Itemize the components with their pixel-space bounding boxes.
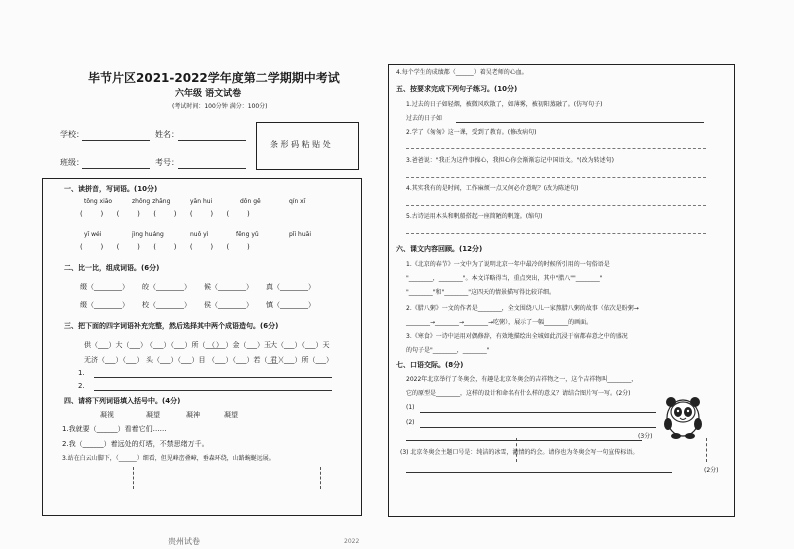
- footer-page-mark: 2022: [344, 538, 360, 545]
- pinyin-3: yān hui: [190, 198, 213, 205]
- q6-title: 六、课文内容回顾。(12分): [396, 245, 483, 253]
- q7-score-2: (2分): [704, 467, 719, 474]
- q2-item: 真（________）: [266, 283, 315, 291]
- q3-item: 大（___）（___）天: [270, 341, 330, 349]
- q3-line-2-label: 2.: [78, 382, 85, 390]
- q7-option-1-line: [420, 412, 656, 413]
- pinyin-5: qín xī: [289, 198, 306, 205]
- q3-line-1-label: 1.: [78, 369, 85, 377]
- exam-subtitle: 六年级 语文试卷: [175, 89, 242, 99]
- q3-item: （___）（___）若（___）: [208, 356, 285, 364]
- number-line: [178, 168, 246, 169]
- q6-1: 1.《北京的春节》一文中为了说明北京一年中最冷的时候所引用的一句俗语是: [406, 261, 610, 268]
- q2-grid-row2: [80, 300, 324, 310]
- q2-item: 缀（________）: [80, 301, 129, 309]
- q3-grid-row1: [84, 340, 328, 350]
- q5-4-line: [406, 205, 706, 206]
- pinyin-1: tōng xiāo: [84, 198, 113, 205]
- q6-2b: ________→________→________→吃粥），展示了一幅________的画面。: [406, 319, 593, 326]
- q3-line-2: [94, 390, 332, 391]
- q6-1b: "________，________"。本文详略得当，重点突出，其中"腊八""________": [406, 275, 603, 282]
- q3-item: 无济（___）（___）: [84, 356, 144, 364]
- q2-grid-row1: [80, 282, 324, 292]
- r-q4: 4.每个学生的成绩都（______）着吴老师的心血。: [396, 69, 528, 76]
- q3-item: （___）金（___）玉: [208, 341, 271, 349]
- q4-sentence-1: 1.我就要（______）看着它们……: [62, 425, 167, 433]
- school-line: [82, 140, 150, 141]
- q5-2-line: [406, 148, 706, 149]
- q2-item: 皎（________）: [142, 283, 191, 291]
- school-label: 学校：: [60, 130, 84, 139]
- q6-3: 3.《寒食》一诗中运用对偶修辞，有效地描绘出全城如此沉浸于宿都春意之中的盛况: [406, 333, 628, 340]
- answer-brackets-row2: ( ) ( ) ( ) ( ) ( ): [80, 243, 250, 251]
- class-line: [82, 168, 150, 169]
- q5-4: 4.其实我有的是时间，工作麻烦一点又何必介意呢？(改为陈述句): [406, 185, 579, 192]
- q4-word-4: 凝望: [224, 411, 238, 419]
- q4-title: 四、请将下列词语填入括号中。(4分): [64, 397, 181, 405]
- q4-sentence-3: 3.站在白云山脚下，（______）细看，但见峰峦叠嶂，垂森环绕，山路蜿蜒远展。: [62, 455, 275, 462]
- q3-grid-row2: [84, 355, 333, 365]
- q6-2: 2.《腊八粥》一文的作者是________，全文围绕八儿一家熬腊八粥的故事（依次是盼粥→: [406, 305, 639, 312]
- number-label: 考号：: [155, 158, 179, 167]
- q5-3: 3.爸爸说："我正为这件事操心，我担心你会渐渐忘记中国语文。"(改为转述句): [406, 157, 614, 164]
- pinyin-4: dǒn gē: [240, 198, 261, 205]
- q2-item: 慎（________）: [266, 301, 315, 309]
- q4-word-1: 凝视: [100, 411, 114, 419]
- footer-watermark: 贵州试卷: [168, 537, 200, 546]
- q5-5: 5.古诗运用木头和帆船搭起一座简陋的帆篷。(缩句): [406, 213, 543, 220]
- q1-title: 一、读拼音，写词语。(10分): [64, 185, 158, 193]
- q7-title: 七、口语交际。(8分): [396, 361, 464, 369]
- fold-mark: [133, 467, 134, 489]
- q2-item: 候（________）: [204, 283, 253, 291]
- q6-1c: "________"和"________"这四天的情景描写得比较详细。: [406, 289, 556, 296]
- q3-item: 供（___）大（___）: [84, 341, 147, 349]
- q5-2: 2.学了《匆匆》这一课，受到了教育。(修改病句): [406, 129, 537, 136]
- q3-title: 三、把下面的四字词语补充完整，然后选择其中两个成语造句。(6分): [64, 322, 279, 330]
- q7-1b: 它的原型是________，这样的设计和命名有什么样的意义？请结合图片写一写。(2分): [406, 390, 631, 397]
- q5-1: 1.过去的日子如轻烟，被微风吹散了，如薄雾，被初阳蒸融了。(仿写句子): [406, 101, 603, 108]
- q7-option-2-line-b: [406, 440, 642, 441]
- q3-item: （___）（___）所（___）: [146, 341, 223, 349]
- pinyin-6: yī wéi: [84, 231, 102, 238]
- q2-item: 侯（________）: [204, 301, 253, 309]
- pinyin-8: nuǒ yì: [190, 231, 209, 238]
- q3-item: 头（___）（___）目: [146, 356, 206, 364]
- q5-1b: 过去的日子如: [406, 115, 443, 122]
- q7-option-1: (1): [406, 404, 415, 411]
- barcode-label: 条 形 码 粘 贴 处: [270, 140, 331, 149]
- q5-1-line: [456, 122, 704, 123]
- q2-title: 二、比一比，组成词语。(6分): [64, 264, 160, 272]
- q5-5-line: [406, 233, 706, 234]
- pinyin-7: jìng huáng: [132, 231, 164, 238]
- q7-3: (3) 北京冬奥会主题口号是：纯洁的冰雪，激情的约会。请你也为冬奥会写一句宣传标语。: [400, 449, 639, 456]
- q4-word-3: 凝神: [186, 411, 200, 419]
- q7-score-3: (3分): [638, 433, 653, 440]
- q7-1: 2022年北京举行了冬奥会，有趣是北京冬奥会的吉祥物之一，这个吉祥物叫________，: [406, 376, 638, 383]
- q5-3-line: [406, 177, 706, 178]
- exam-title: 毕节片区2021-2022学年度第二学期期中考试: [88, 71, 340, 85]
- pinyin-9: fēng yǔ: [236, 231, 259, 238]
- q4-sentence-2: 2.我（______）着远处的灯塔，不禁思绪万千。: [62, 440, 209, 448]
- fold-mark: [320, 467, 321, 489]
- q3-line-1: [94, 377, 332, 378]
- pinyin-10: pǐi huāi: [289, 231, 311, 238]
- answer-brackets-row1: ( ) ( ) ( ) ( ) ( ): [80, 210, 250, 218]
- name-line: [178, 140, 246, 141]
- q4-word-2: 凝望: [146, 411, 160, 419]
- q2-item: 缀（________）: [80, 283, 129, 291]
- panda-mascot-illustration: [660, 394, 706, 440]
- q7-option-2-line: [420, 427, 656, 428]
- exam-info: (考试时间：100分钟 满分：100分): [172, 103, 268, 110]
- q7-option-2: (2): [406, 419, 415, 426]
- q2-item: 校（________）: [142, 301, 191, 309]
- q7-3-line: [406, 472, 672, 473]
- class-label: 班级：: [60, 158, 84, 167]
- q5-title: 五、按要求完成下列句子练习。(10分): [396, 85, 518, 93]
- q6-3b: 的句子是"________，________": [406, 347, 490, 354]
- name-label: 姓名：: [155, 130, 179, 139]
- q3-item: 君（___）所（___）: [270, 356, 333, 364]
- pinyin-2: zhōng zhāng: [132, 198, 171, 205]
